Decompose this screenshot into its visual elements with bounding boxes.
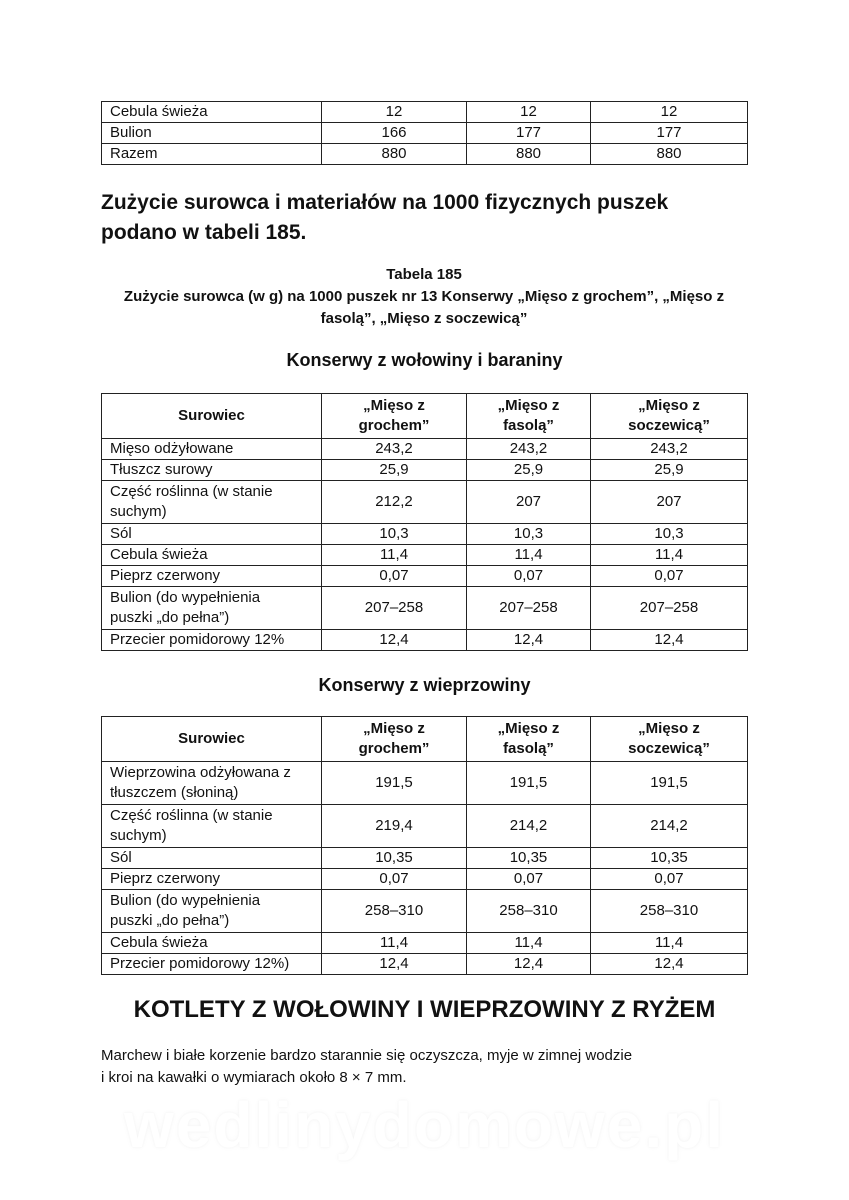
table-header-row bbox=[102, 394, 748, 439]
cell-value: 11,4 bbox=[322, 545, 467, 566]
section-title-beef: Konserwy z wołowiny i baraniny bbox=[286, 350, 563, 370]
row-label: Bulion bbox=[102, 123, 322, 144]
cell-value: 12,4 bbox=[467, 954, 591, 975]
cell-value: 25,9 bbox=[591, 460, 748, 481]
row-label: Sól bbox=[102, 848, 322, 869]
cell-value: 11,4 bbox=[322, 933, 467, 954]
cell-value: 243,2 bbox=[591, 439, 748, 460]
cell-value: 12,4 bbox=[591, 954, 748, 975]
cell-value: 25,9 bbox=[322, 460, 467, 481]
cell-value: 0,07 bbox=[467, 566, 591, 587]
cell-value: 11,4 bbox=[591, 933, 748, 954]
cell-value: 12,4 bbox=[591, 630, 748, 651]
cell-value: 0,07 bbox=[591, 566, 748, 587]
cell-value: 12 bbox=[591, 102, 748, 123]
recipe-title: KOTLETY Z WOŁOWINY I WIEPRZOWINY Z RYŻEM bbox=[133, 996, 716, 1023]
cell-value: 191,5 bbox=[467, 762, 591, 805]
cell-value: 0,07 bbox=[322, 566, 467, 587]
table-row bbox=[102, 460, 748, 481]
column-header: „Mięso z grochem” bbox=[322, 717, 467, 762]
section-title-pork: Konserwy z wieprzowiny bbox=[318, 675, 531, 695]
pork-table bbox=[101, 716, 748, 975]
cell-value: 12,4 bbox=[467, 630, 591, 651]
cell-value: 25,9 bbox=[467, 460, 591, 481]
cell-value: 258–310 bbox=[591, 890, 748, 933]
beef-table bbox=[101, 393, 748, 651]
cell-value: 207–258 bbox=[467, 587, 591, 630]
row-label: Bulion (do wypełnienia puszki „do pełna”) bbox=[102, 890, 322, 933]
row-label: Cebula świeża bbox=[102, 545, 322, 566]
cell-value: 177 bbox=[467, 123, 591, 144]
cell-value: 243,2 bbox=[322, 439, 467, 460]
cell-value: 258–310 bbox=[322, 890, 467, 933]
table-row bbox=[102, 123, 748, 144]
table-row bbox=[102, 933, 748, 954]
cell-value: 12,4 bbox=[322, 630, 467, 651]
column-header: „Mięso z fasolą” bbox=[467, 394, 591, 439]
table-row bbox=[102, 762, 748, 805]
cell-value: 10,3 bbox=[467, 524, 591, 545]
cell-value: 880 bbox=[467, 144, 591, 165]
cell-value: 207 bbox=[467, 481, 591, 524]
column-header: „Mięso z soczewicą” bbox=[591, 717, 748, 762]
cell-value: 214,2 bbox=[591, 805, 748, 848]
cell-value: 166 bbox=[322, 123, 467, 144]
cell-value: 191,5 bbox=[591, 762, 748, 805]
table-header-row bbox=[102, 717, 748, 762]
intro-line: podano w tabeli 185. bbox=[101, 221, 307, 244]
table-row bbox=[102, 439, 748, 460]
cell-value: 12 bbox=[322, 102, 467, 123]
table-row bbox=[102, 630, 748, 651]
cell-value: 207 bbox=[591, 481, 748, 524]
row-label: Cebula świeża bbox=[102, 933, 322, 954]
table-row bbox=[102, 524, 748, 545]
table-row bbox=[102, 144, 748, 165]
cell-value: 12 bbox=[467, 102, 591, 123]
cell-value: 219,4 bbox=[322, 805, 467, 848]
cell-value: 880 bbox=[322, 144, 467, 165]
cell-value: 191,5 bbox=[322, 762, 467, 805]
row-label: Pieprz czerwony bbox=[102, 566, 322, 587]
cell-value: 880 bbox=[591, 144, 748, 165]
table-row bbox=[102, 566, 748, 587]
row-label: Sól bbox=[102, 524, 322, 545]
table-row bbox=[102, 848, 748, 869]
row-label: Część roślinna (w stanie suchym) bbox=[102, 481, 322, 524]
row-label: Tłuszcz surowy bbox=[102, 460, 322, 481]
cell-value: 11,4 bbox=[467, 933, 591, 954]
row-label: Przecier pomidorowy 12%) bbox=[102, 954, 322, 975]
cell-value: 258–310 bbox=[467, 890, 591, 933]
cell-value: 0,07 bbox=[591, 869, 748, 890]
table-row bbox=[102, 545, 748, 566]
row-label: Cebula świeża bbox=[102, 102, 322, 123]
column-header: Surowiec bbox=[102, 394, 322, 439]
table-row bbox=[102, 587, 748, 630]
cell-value: 207–258 bbox=[322, 587, 467, 630]
table-number: Tabela 185 bbox=[386, 266, 462, 283]
table-row bbox=[102, 805, 748, 848]
recipe-line: i kroi na kawałki o wymiarach około 8 × 7 mm. bbox=[101, 1069, 407, 1086]
cell-value: 11,4 bbox=[591, 545, 748, 566]
cell-value: 10,35 bbox=[467, 848, 591, 869]
watermark: wedlinydomowe.pl bbox=[124, 1089, 725, 1161]
cell-value: 212,2 bbox=[322, 481, 467, 524]
caption-line: fasolą”, „Mięso z soczewicą” bbox=[320, 310, 528, 327]
continued-table bbox=[101, 101, 748, 165]
intro-paragraph bbox=[101, 188, 761, 248]
table-caption bbox=[90, 264, 758, 330]
intro-line: Zużycie surowca i materiałów na 1000 fizycznych puszek bbox=[101, 191, 669, 214]
cell-value: 11,4 bbox=[467, 545, 591, 566]
column-header: „Mięso z grochem” bbox=[322, 394, 467, 439]
table-row bbox=[102, 102, 748, 123]
row-label: Razem bbox=[102, 144, 322, 165]
column-header: „Mięso z soczewicą” bbox=[591, 394, 748, 439]
row-label: Mięso odżyłowane bbox=[102, 439, 322, 460]
cell-value: 10,3 bbox=[591, 524, 748, 545]
column-header: Surowiec bbox=[102, 717, 322, 762]
cell-value: 0,07 bbox=[322, 869, 467, 890]
recipe-line: Marchew i białe korzenie bardzo starannie się oczyszcza, myje w zimnej wodzie bbox=[101, 1047, 633, 1064]
cell-value: 0,07 bbox=[467, 869, 591, 890]
table-row bbox=[102, 869, 748, 890]
cell-value: 12,4 bbox=[322, 954, 467, 975]
cell-value: 214,2 bbox=[467, 805, 591, 848]
table-row bbox=[102, 954, 748, 975]
cell-value: 10,3 bbox=[322, 524, 467, 545]
cell-value: 177 bbox=[591, 123, 748, 144]
column-header: „Mięso z fasolą” bbox=[467, 717, 591, 762]
row-label: Część roślinna (w stanie suchym) bbox=[102, 805, 322, 848]
table-row bbox=[102, 481, 748, 524]
cell-value: 243,2 bbox=[467, 439, 591, 460]
row-label: Pieprz czerwony bbox=[102, 869, 322, 890]
cell-value: 10,35 bbox=[322, 848, 467, 869]
table-row bbox=[102, 890, 748, 933]
row-label: Przecier pomidorowy 12% bbox=[102, 630, 322, 651]
cell-value: 10,35 bbox=[591, 848, 748, 869]
row-label: Bulion (do wypełnienia puszki „do pełna”) bbox=[102, 587, 322, 630]
caption-line: Zużycie surowca (w g) na 1000 puszek nr 13 Konserwy „Mięso z grochem”, „Mięso z bbox=[123, 288, 725, 305]
recipe-paragraph bbox=[101, 1045, 761, 1089]
cell-value: 207–258 bbox=[591, 587, 748, 630]
row-label: Wieprzowina odżyłowana z tłuszczem (słoniną) bbox=[102, 762, 322, 805]
